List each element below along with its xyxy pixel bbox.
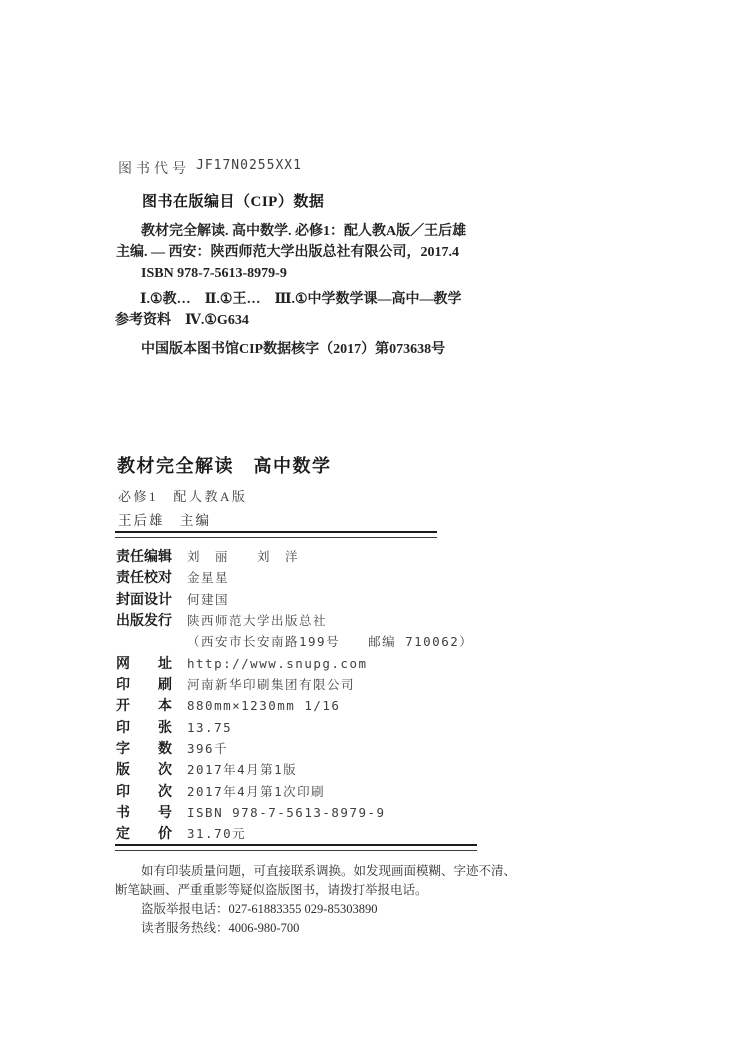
colophon-row-label: 印 刷 bbox=[116, 676, 172, 693]
colophon-row bbox=[116, 695, 473, 716]
double-rule-top bbox=[115, 531, 437, 538]
colophon-row-label: 版 次 bbox=[116, 761, 172, 778]
colophon-row-value: 金星星 bbox=[187, 570, 230, 586]
cip-class-line1: Ⅰ.①教… Ⅱ.①王… Ⅲ.①中学数学课—高中—教学 bbox=[140, 292, 462, 307]
colophon-row-label: 网 址 bbox=[116, 654, 172, 671]
colophon-row-value: 河南新华印刷集团有限公司 bbox=[187, 677, 356, 693]
colophon-row-label: 书 号 bbox=[116, 804, 172, 821]
cip-record-line: 中国版本图书馆CIP数据核字（2017）第073638号 bbox=[141, 342, 446, 357]
colophon-row bbox=[116, 610, 473, 631]
colophon-row-value: 13.75 bbox=[187, 719, 233, 735]
colophon-table bbox=[116, 546, 473, 845]
colophon-row-value: 陕西师范大学出版总社 bbox=[187, 613, 328, 629]
colophon-row-label: 出版发行 bbox=[116, 612, 172, 629]
footer-report-phone: 盗版举报电话：027-61883355 029-85303890 bbox=[141, 902, 378, 916]
colophon-row-label: 责任校对 bbox=[116, 569, 172, 586]
colophon-row-value: 396千 bbox=[187, 741, 229, 757]
colophon-row-value: 何建国 bbox=[187, 591, 230, 607]
colophon-row bbox=[116, 717, 473, 738]
colophon-row-label: 责任编辑 bbox=[116, 548, 172, 564]
book-author: 王后雄 主编 bbox=[118, 513, 211, 528]
colophon-row bbox=[116, 567, 473, 588]
colophon-row-value: 2017年4月第1版 bbox=[187, 762, 298, 778]
footer-notice-line1: 如有印装质量问题，可直接联系调换。如发现画面模糊、字迹不清、 bbox=[141, 864, 517, 878]
colophon-row-label: 封面设计 bbox=[116, 590, 172, 607]
colophon-row-value: http://www.snupg.com bbox=[187, 655, 368, 671]
book-title: 教材完全解读 高中数学 bbox=[117, 456, 332, 476]
book-code-label: 图书代号 bbox=[118, 162, 190, 177]
colophon-row bbox=[116, 781, 473, 802]
book-code-value: JF17N0255XX1 bbox=[196, 158, 302, 173]
colophon-row-value: 31.70元 bbox=[187, 826, 247, 842]
colophon-row-label: 开 本 bbox=[116, 697, 172, 714]
footer-notice-line2: 断笔缺画、严重重影等疑似盗版图书，请拨打举报电话。 bbox=[115, 883, 428, 897]
colophon-row-label: 印 次 bbox=[116, 782, 172, 799]
colophon-row-value: 刘 丽 刘 洋 bbox=[187, 549, 300, 564]
colophon-row bbox=[116, 631, 473, 652]
colophon-row-value: ISBN 978-7-5613-8979-9 bbox=[187, 805, 386, 821]
cip-classification bbox=[115, 289, 462, 331]
colophon-row bbox=[116, 823, 473, 844]
book-edition: 必修1 配人教A版 bbox=[118, 489, 248, 504]
colophon-row-value: 880mm×1230mm 1/16 bbox=[187, 698, 341, 714]
colophon-row bbox=[116, 589, 473, 610]
cip-class-line2: 参考资料 Ⅳ.①G634 bbox=[115, 313, 249, 328]
cip-entry bbox=[116, 221, 466, 284]
colophon-row bbox=[116, 674, 473, 695]
colophon-row-value: 2017年4月第1次印刷 bbox=[187, 783, 326, 799]
colophon-row bbox=[116, 546, 473, 567]
cip-isbn-line: ISBN 978-7-5613-8979-9 bbox=[141, 266, 287, 281]
colophon-row bbox=[116, 653, 473, 674]
colophon-row bbox=[116, 759, 473, 780]
colophon-row-label: 字 数 bbox=[116, 740, 172, 757]
footer-notice bbox=[115, 862, 516, 938]
double-rule-bottom bbox=[115, 844, 477, 851]
colophon-row-label bbox=[116, 631, 187, 652]
cip-entry-line2: 主编. — 西安：陕西师范大学出版总社有限公司，2017.4 bbox=[116, 245, 459, 260]
footer-service-hotline: 读者服务热线：4006-980-700 bbox=[141, 921, 300, 935]
colophon-row bbox=[116, 738, 473, 759]
book-code-line bbox=[118, 158, 302, 178]
colophon-row-label: 定 价 bbox=[116, 825, 172, 842]
cip-heading: 图书在版编目（CIP）数据 bbox=[142, 194, 325, 210]
colophon-row-value: （西安市长安南路199号 邮编 710062） bbox=[187, 634, 474, 650]
cip-entry-line1: 教材完全解读. 高中数学. 必修1：配人教A版／王后雄 bbox=[141, 224, 467, 239]
colophon-row-label: 印 张 bbox=[116, 718, 172, 735]
colophon-row bbox=[116, 802, 473, 823]
